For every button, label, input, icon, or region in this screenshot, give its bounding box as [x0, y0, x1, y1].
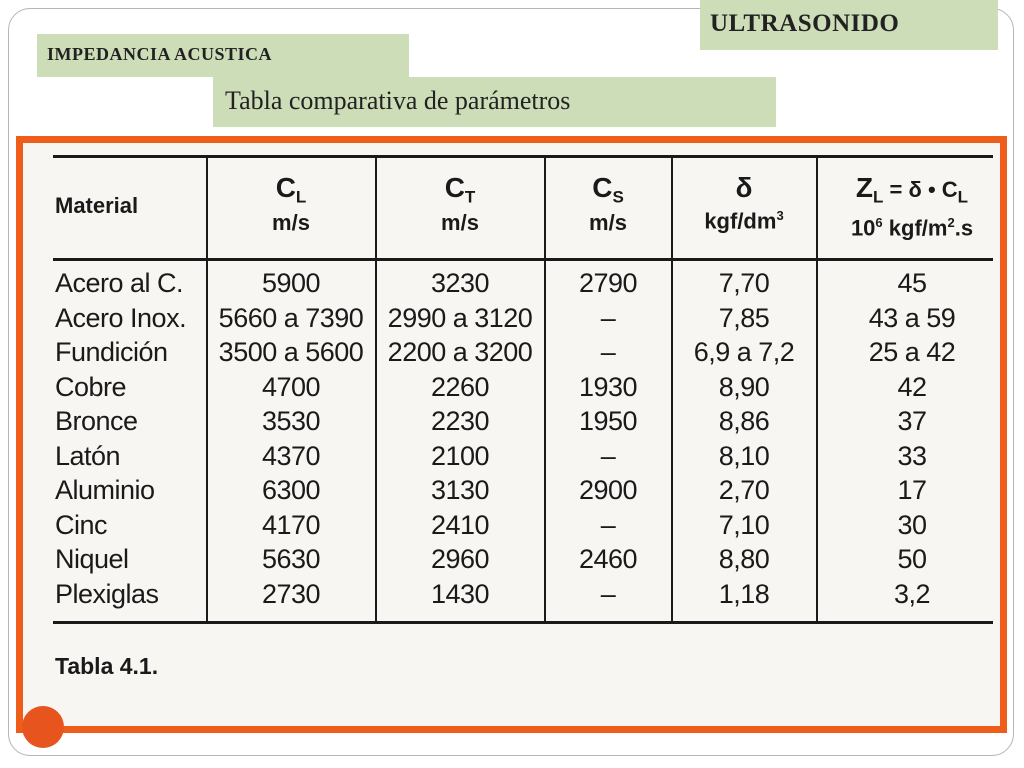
corner-decoration	[22, 706, 64, 748]
cell-ct: 3230	[430, 268, 490, 298]
cell-material: Latón	[55, 440, 121, 471]
cell-cs: –	[600, 440, 616, 471]
cell-cl: 3500 a 5600	[218, 337, 364, 367]
cell-zl: 42	[897, 371, 927, 402]
cell-cs: 1930	[578, 371, 638, 402]
header-cs: $C_S$ m/s	[589, 172, 627, 236]
cell-ct: 2990 a 3120	[387, 302, 533, 333]
cell-zl: 45	[897, 268, 927, 298]
cell-cl: 4170	[261, 509, 321, 540]
cell-cs: –	[600, 509, 616, 540]
cell-cl: 6300	[261, 475, 321, 505]
cell-ct: 2200 a 3200	[387, 337, 533, 367]
cell-zl: 30	[897, 509, 927, 540]
cell-material: Niquel	[55, 544, 129, 574]
cell-zl: 17	[897, 475, 927, 505]
cell-ct: 2260	[430, 371, 490, 402]
cell-ct: 2100	[430, 440, 490, 471]
cell-delta: 8,10	[718, 440, 770, 471]
cell-material: Acero al C.	[55, 268, 184, 298]
cell-material: Acero Inox.	[55, 302, 187, 333]
header-density: δ kgf/$dm^3$	[704, 172, 784, 234]
cell-cs: –	[600, 578, 616, 609]
slide-subtitle: Tabla comparativa de parámetros	[213, 77, 776, 127]
cell-delta: 1,18	[718, 578, 770, 609]
cell-cl: 4370	[261, 440, 321, 471]
cell-delta: 8,86	[718, 406, 770, 436]
cell-cs: 1950	[578, 406, 638, 436]
cell-zl: 25 a 42	[868, 337, 956, 367]
table-image-frame	[16, 136, 1007, 733]
cell-cl: 5630	[261, 544, 321, 574]
cell-cl: 5900	[261, 268, 321, 298]
header-cl: $C_L$ m/s	[272, 172, 310, 236]
table-bottom-rule	[53, 621, 993, 624]
cell-delta: 8,90	[718, 371, 770, 402]
cell-cl: 3530	[261, 406, 321, 436]
cell-cs: 2900	[578, 475, 638, 505]
cell-ct: 3130	[430, 475, 490, 505]
cell-material: Fundición	[55, 337, 168, 367]
cell-ct: 2410	[430, 509, 490, 540]
section-title: IMPEDANCIA ACUSTICA	[37, 34, 409, 77]
cell-material: Bronce	[55, 406, 138, 436]
cell-material: Cobre	[55, 371, 127, 402]
cell-ct: 1430	[430, 578, 490, 609]
cell-delta: 7,10	[718, 509, 770, 540]
cell-cs: –	[600, 302, 616, 333]
cell-cl: 5660 a 7390	[218, 302, 364, 333]
cell-material: Plexiglas	[55, 578, 159, 609]
brand-title: ULTRASONIDO	[700, 0, 998, 50]
header-impedance: $Z_L = \delta$ • $C_L$ $10^6$ kgf/$m^2.s$	[850, 172, 974, 241]
cell-ct: 2960	[430, 544, 490, 574]
cell-material: Cinc	[55, 509, 108, 540]
cell-zl: 43 a 59	[868, 302, 956, 333]
parameters-table	[23, 143, 1000, 726]
cell-cs: 2460	[578, 544, 638, 574]
cell-delta: 7,70	[718, 268, 770, 298]
cell-cl: 4700	[261, 371, 321, 402]
cell-zl: 50	[897, 544, 927, 574]
cell-zl: 33	[897, 440, 927, 471]
table-header-rule	[53, 258, 993, 261]
cell-delta: 7,85	[718, 302, 770, 333]
table-top-rule	[53, 155, 993, 158]
cell-material: Aluminio	[55, 475, 155, 505]
cell-delta: 8,80	[718, 544, 770, 574]
table-caption: Tabla 4.1.	[55, 653, 159, 679]
cell-delta: 6,9 a 7,2	[693, 337, 795, 367]
cell-zl: 3,2	[893, 578, 931, 609]
header-material: Material	[55, 193, 139, 218]
cell-cl: 2730	[261, 578, 321, 609]
header-ct: $C_T$ m/s	[441, 172, 479, 236]
cell-ct: 2230	[430, 406, 490, 436]
cell-zl: 37	[897, 406, 927, 436]
cell-cs: –	[600, 337, 616, 367]
cell-cs: 2790	[578, 268, 638, 298]
cell-delta: 2,70	[718, 475, 770, 505]
